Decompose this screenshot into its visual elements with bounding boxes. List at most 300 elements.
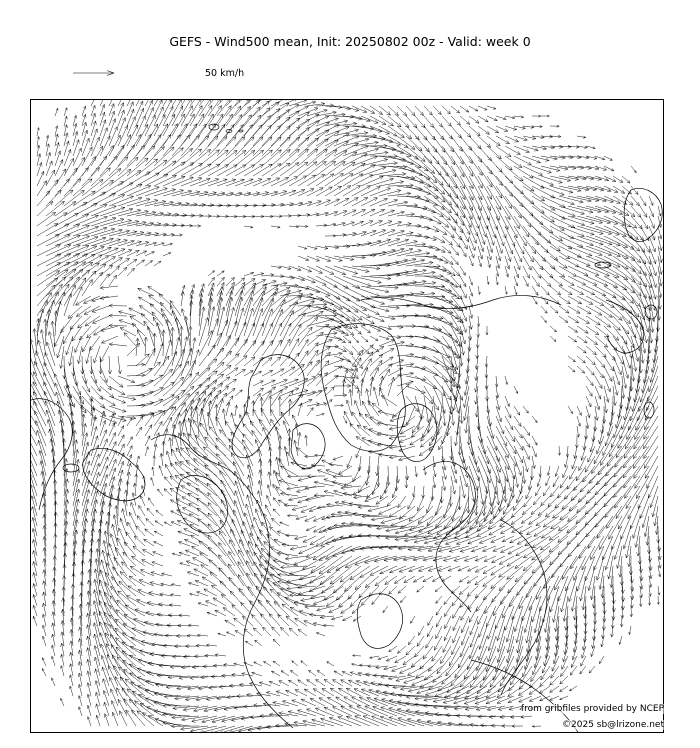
wind-vector-arrow [338,717,361,727]
wind-vector-arrow [404,676,424,683]
wind-vector-arrow [317,606,334,611]
wind-vector-arrow [529,586,541,610]
wind-vector-arrow [527,526,542,535]
wind-vector-arrow [379,376,384,396]
wind-vector-arrow [568,326,578,332]
wind-vector-arrow [370,209,385,216]
wind-vector-arrow [263,702,280,706]
wind-vector-arrow [109,477,115,497]
wind-vector-arrow [622,276,641,296]
wind-vector-arrow [559,216,585,226]
wind-vector-arrow [523,266,530,278]
wind-vector-arrow [351,379,355,396]
wind-vector-arrow [110,596,127,616]
wind-vector-arrow [316,118,338,126]
wind-vector-arrow [307,360,320,376]
wind-vector-arrow [136,101,143,116]
wind-vector-arrow [307,474,325,478]
wind-vector-arrow [350,672,361,676]
wind-vector-arrow [272,627,280,636]
wind-vector-arrow [286,534,298,537]
wind-vector-arrow [118,258,129,266]
wind-vector-arrow [563,466,568,478]
wind-vector-arrow [550,145,563,148]
wind-vector-arrow [136,187,159,196]
wind-vector-arrow [398,586,406,593]
wind-vector-arrow [604,156,613,160]
wind-vector-arrow [559,206,585,215]
wind-vector-arrow [469,606,478,622]
wind-vector-arrow [534,526,550,536]
wind-vector-arrow [568,306,580,313]
wind-vector-arrow [469,306,473,318]
wind-vector-arrow [566,446,569,457]
wind-vector-arrow [443,556,460,561]
wind-vector-arrow [261,408,271,426]
wind-vector-arrow [181,292,184,307]
wind-vector-arrow [389,586,397,594]
wind-vector-arrow [424,136,437,152]
wind-vector-arrow [657,596,659,604]
wind-vector-arrow [289,286,309,290]
wind-vector-arrow [379,283,407,286]
wind-vector-arrow [145,447,148,456]
wind-vector-arrow [357,389,361,406]
wind-vector-arrow [119,320,136,326]
wind-vector-arrow [141,314,154,327]
wind-vector-arrow [181,214,195,218]
wind-vector-arrow [577,426,580,437]
wind-vector-arrow [208,124,225,146]
wind-vector-arrow [514,386,518,394]
wind-vector-arrow [469,276,473,285]
wind-vector-arrow [84,306,100,314]
wind-vector-arrow [319,526,334,533]
wind-vector-arrow [178,542,190,547]
wind-vectors [31,100,663,733]
wind-vector-arrow [550,336,556,342]
wind-vector-arrow [229,551,244,576]
wind-vector-arrow [262,178,280,186]
wind-vector-arrow [352,276,381,284]
wind-vector-arrow [283,421,289,436]
wind-vector-arrow [172,148,193,166]
wind-vector-arrow [631,186,638,195]
wind-vector-arrow [333,475,352,478]
wind-vector-arrow [226,321,237,346]
wind-vector-arrow [271,379,287,386]
wind-vector-arrow [604,216,625,225]
wind-vector-arrow [204,706,226,712]
wind-vector-arrow [451,116,461,125]
wind-vector-arrow [397,280,426,286]
wind-vector-arrow [92,296,109,302]
wind-vector-arrow [343,198,358,206]
wind-vector-arrow [329,463,343,467]
wind-vector-arrow [54,311,58,336]
wind-vector-arrow [244,629,253,636]
wind-vector-arrow [136,173,159,186]
wind-vector-arrow [118,479,122,496]
wind-vector-arrow [270,589,289,606]
wind-vector-arrow [196,644,208,647]
wind-vector-arrow [424,166,443,185]
wind-vector-arrow [524,646,532,670]
wind-vector-arrow [568,286,584,295]
wind-vector-arrow [433,476,436,488]
wind-vector-arrow [91,238,113,246]
wind-vector-arrow [560,676,568,684]
wind-vector-arrow [479,616,487,637]
wind-vector-arrow [452,636,460,655]
wind-vector-arrow [267,495,272,506]
wind-vector-arrow [442,346,456,371]
wind-vector-arrow [555,496,568,508]
wind-vector-arrow [235,125,253,146]
wind-vector-arrow [307,174,325,186]
wind-vector-arrow [549,526,568,540]
wind-vector-arrow [136,260,145,266]
wind-vector-arrow [31,485,37,506]
wind-vector-arrow [442,576,451,581]
wind-vector-arrow [109,543,118,566]
wind-vector-arrow [297,710,316,716]
wind-vector-arrow [640,256,651,276]
wind-vector-arrow [307,709,326,716]
wind-vector-arrow [426,636,433,648]
wind-vector-arrow [252,615,262,626]
wind-vector-arrow [649,236,656,252]
wind-vector-arrow [397,126,412,139]
wind-vector-arrow [254,662,262,666]
wind-vector-arrow [244,125,262,146]
wind-vector-arrow [148,286,163,296]
wind-vector-arrow [469,436,477,465]
wind-vector-arrow [412,486,415,497]
wind-vector-arrow [280,466,298,476]
wind-vector-arrow [388,360,404,366]
wind-vector-arrow [96,715,100,726]
wind-vector-arrow [70,686,74,696]
wind-vector-arrow [540,546,559,563]
wind-vector-arrow [298,403,302,416]
wind-vector-arrow [599,656,604,664]
wind-vector-arrow [226,277,235,286]
wind-vector-arrow [290,546,307,550]
wind-vector-arrow [55,284,69,306]
wind-vector-arrow [226,100,240,106]
wind-vector-arrow [592,426,596,442]
wind-vector-arrow [379,506,398,514]
wind-vector-arrow [424,356,450,369]
wind-vector-arrow [624,466,640,488]
wind-vector-arrow [360,566,379,577]
wind-vector-arrow [638,486,649,509]
wind-vector-arrow [593,416,597,431]
wind-vector-arrow [32,539,37,556]
wind-vector-arrow [127,374,145,378]
wind-vector-arrow [37,154,41,166]
wind-vector-arrow [146,698,173,706]
wind-vector-arrow [279,480,298,486]
wind-vector-arrow [583,436,587,450]
copyright-credit: ©2025 sb@lrizone.net [562,720,664,730]
wind-vector-arrow [127,109,134,126]
wind-vector-arrow [154,147,174,166]
wind-vector-arrow [208,277,215,286]
wind-vector-arrow [273,559,298,566]
wind-vector-arrow [640,266,651,288]
wind-vector-arrow [288,399,292,416]
wind-vector-arrow [82,376,90,392]
wind-vector-arrow [523,176,544,188]
wind-vector-arrow [268,472,271,486]
wind-vector-arrow [631,166,636,173]
wind-vector-arrow [334,404,343,407]
wind-vector-arrow [619,636,622,645]
reference-arrow-icon [72,64,132,84]
wind-vector-arrow [460,286,466,298]
wind-vector-arrow [424,116,434,128]
wind-vector-arrow [578,486,595,502]
wind-vector-arrow [226,282,234,296]
wind-vector-arrow [184,529,199,536]
wind-vector-arrow [415,356,439,364]
wind-vector-arrow [132,556,145,566]
coastline-east-edge [624,188,662,241]
wind-vector-arrow [154,531,163,536]
wind-vector-arrow [403,656,415,665]
wind-vector-arrow [208,401,212,427]
wind-vector-arrow [388,315,406,319]
wind-vector-arrow [82,442,89,466]
wind-vector-arrow [279,681,289,686]
wind-vector-arrow [288,680,298,686]
wind-vector-arrow [273,639,280,646]
wind-vector-arrow [78,684,82,696]
wind-vector-arrow [118,426,124,436]
wind-vector-arrow [560,546,577,567]
wind-vector-arrow [158,489,164,496]
wind-vector-arrow [532,115,541,117]
wind-vector-arrow [70,607,74,626]
wind-vector-arrow [334,316,352,329]
wind-vector-arrow [595,366,604,378]
wind-vector-arrow [244,226,253,228]
wind-vector-arrow [424,226,439,232]
wind-vector-arrow [370,377,374,396]
wind-vector-arrow [397,363,414,367]
wind-vector-arrow [640,216,648,229]
wind-vector-arrow [442,186,458,208]
wind-vector-arrow [588,526,604,548]
wind-vector-arrow [376,496,388,504]
wind-vector-arrow [379,369,390,386]
wind-vector-arrow [395,526,424,534]
wind-vector-arrow [590,436,595,452]
wind-vector-arrow [298,189,314,196]
wind-vector-arrow [116,610,136,626]
wind-vector-arrow [214,706,235,711]
wind-vector-arrow [134,618,154,626]
wind-vector-arrow [91,427,97,447]
wind-vector-arrow [194,469,217,486]
wind-vector-arrow [446,516,469,535]
wind-vector-arrow [649,246,656,264]
wind-vector-arrow [269,681,280,686]
wind-vector-arrow [574,446,577,459]
wind-vector-arrow [307,149,327,166]
wind-vector-arrow [379,146,404,154]
wind-vector-arrow [181,666,199,669]
wind-vector-arrow [528,476,532,490]
wind-vector-arrow [255,640,262,646]
wind-vector-arrow [255,509,262,526]
wind-vector-arrow [250,421,262,436]
wind-vector-arrow [317,506,334,510]
wind-vector-arrow [42,636,46,646]
wind-vector-arrow [346,400,352,416]
wind-vector-arrow [533,496,541,505]
wind-vector-arrow [298,432,302,446]
wind-vector-arrow [586,366,594,375]
wind-vector-arrow [127,268,135,276]
wind-vector-arrow [532,196,555,210]
wind-vector-arrow [52,656,56,666]
wind-vector-arrow [586,396,591,407]
wind-vector-arrow [585,456,595,472]
wind-vector-arrow [399,456,415,461]
wind-vector-arrow [449,546,469,552]
wind-vector-arrow [261,548,280,566]
wind-vector-arrow [469,256,473,266]
wind-vector-arrow [323,526,343,532]
wind-vector-arrow [264,514,271,526]
wind-vector-arrow [195,406,199,436]
wind-vector-arrow [433,466,436,477]
wind-vector-arrow [487,106,496,109]
wind-vector-arrow [233,462,244,486]
wind-vector-arrow [103,679,109,696]
wind-vector-arrow [45,353,55,377]
wind-vector-arrow [487,146,501,159]
wind-vector-arrow [63,553,67,576]
wind-vector-arrow [172,177,193,186]
wind-vector-arrow [486,326,488,335]
wind-vector-arrow [487,126,499,133]
wind-vector-arrow [478,166,492,187]
wind-vector-arrow [128,522,137,536]
wind-vector-arrow [478,176,492,199]
wind-vector-arrow [433,456,436,467]
wind-vector-arrow [334,186,351,196]
wind-vector-arrow [64,489,69,516]
wind-vector-arrow [497,626,505,652]
wind-vector-arrow [406,261,433,266]
wind-vector-arrow [87,694,91,706]
wind-vector-arrow [94,634,100,656]
wind-vector-arrow [125,605,145,616]
wind-vector-arrow [342,522,370,526]
wind-vector-arrow [313,516,325,521]
wind-vector-arrow [426,496,433,513]
wind-vector-arrow [486,606,496,627]
wind-vector-arrow [190,350,199,376]
wind-vector-arrow [46,144,50,156]
wind-vector-arrow [552,596,559,622]
wind-vector-arrow [208,271,215,276]
wind-vector-arrow [280,177,298,186]
wind-vector-arrow [491,724,505,728]
wind-vector-arrow [123,552,136,566]
wind-vector-arrow [522,506,532,515]
wind-vector-arrow [622,336,632,358]
wind-vector-arrow [154,175,177,186]
wind-vector-arrow [586,356,595,365]
wind-vector-arrow [630,506,640,529]
wind-vector-arrow [543,516,559,527]
wind-vector-arrow [301,661,307,666]
wind-vector-arrow [171,522,181,526]
wind-vector-arrow [262,126,281,146]
wind-vector-arrow [642,506,649,528]
wind-vector-arrow [597,516,613,538]
wind-vector-arrow [192,665,208,669]
wind-vector-arrow [397,269,426,276]
wind-vector-arrow [475,576,487,585]
wind-vector-arrow [199,387,215,406]
wind-vector-arrow [193,558,209,566]
wind-vector-arrow [496,456,508,482]
wind-vector-arrow [303,720,325,726]
wind-vector-arrow [595,306,613,317]
wind-vector-arrow [453,386,460,411]
wind-vector-arrow [577,266,599,276]
wind-vector-arrow [550,546,568,565]
wind-vector-arrow [532,296,537,304]
wind-vector-arrow [347,456,352,468]
wind-vector-arrow [109,677,118,696]
wind-vector-arrow [558,536,577,555]
wind-vector-arrow [127,198,150,206]
wind-vector-arrow [379,336,389,340]
wind-vector-arrow [523,206,543,225]
wind-vector-arrow [72,573,75,596]
wind-vector-arrow [413,576,424,582]
wind-vector-arrow [370,230,386,236]
wind-vector-arrow [253,381,263,386]
wind-vector-arrow [349,389,352,406]
wind-vector-arrow [253,628,262,636]
wind-vector-arrow [585,506,604,525]
wind-vector-arrow [271,294,289,316]
wind-vector-arrow [117,538,127,556]
wind-vector-arrow [206,601,218,606]
wind-vector-arrow [365,414,379,426]
wind-vector-arrow [118,209,141,216]
wind-vector-arrow [334,198,349,206]
wind-vector-arrow [550,296,559,304]
wind-vector-arrow [522,596,532,621]
wind-vector-arrow [475,556,487,561]
wind-vector-arrow [442,156,456,177]
wind-vector-arrow [208,348,224,366]
wind-vector-arrow [536,516,550,526]
wind-vector-arrow [623,446,640,468]
wind-vector-arrow [379,306,399,310]
wind-vector-arrow [144,539,154,546]
wind-vector-arrow [564,636,568,654]
